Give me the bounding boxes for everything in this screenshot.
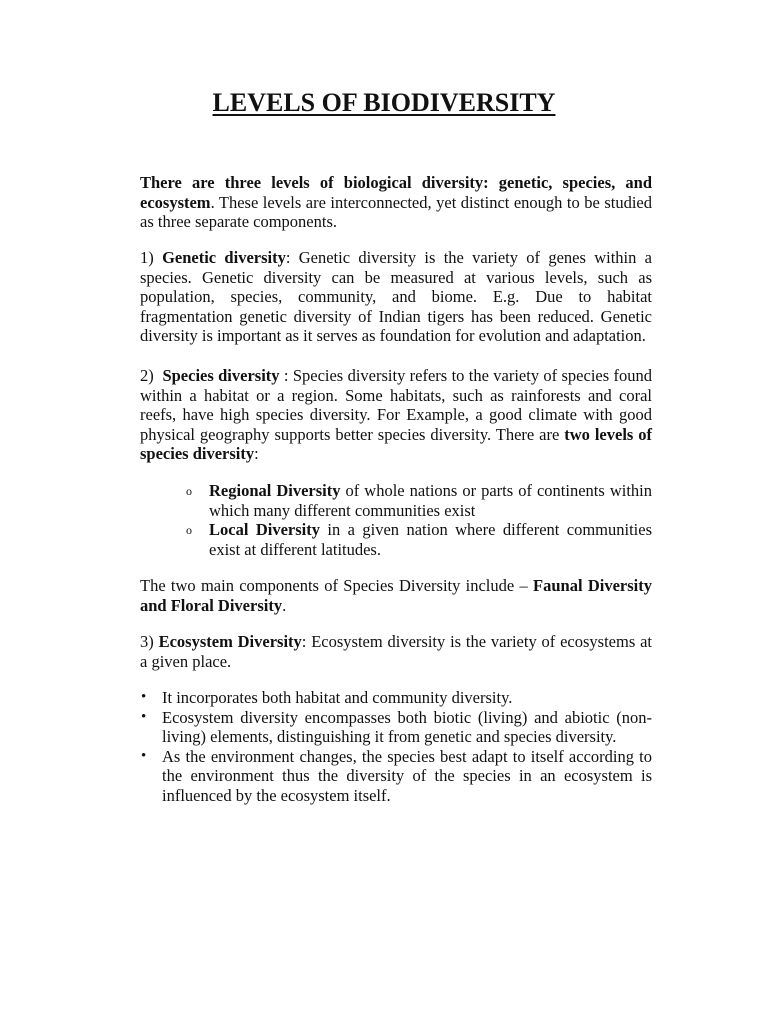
list-item-text: of whole nations or parts of continents within which many different communities exist: [209, 481, 652, 520]
ecosystem-number: 3): [140, 632, 159, 651]
genetic-diversity-paragraph: [140, 248, 652, 346]
circle-bullet-icon: o: [186, 484, 192, 498]
list-item-text: Ecosystem diversity encompasses both biotic (living) and abiotic (non-living) elements, distinguishing it from genetic and species diversity.: [162, 707, 652, 747]
genetic-heading: Genetic diversity: [162, 248, 286, 267]
list-item-heading: Regional Diversity: [209, 481, 341, 500]
intro-bold: There are three levels of biological diversity: genetic, species, and ecosystem: [140, 173, 652, 212]
species-bold-tail: two levels of species diversity: [140, 424, 652, 464]
list-item: [140, 520, 652, 559]
intro-paragraph: [140, 173, 652, 232]
intro-text: . These levels are interconnected, yet distinct enough to be studied as three separate components.: [140, 192, 652, 232]
components-bold: Faunal Diversity and Floral Diversity: [140, 576, 652, 615]
list-item-text: It incorporates both habitat and community diversity.: [162, 688, 513, 707]
species-heading: Species diversity: [162, 366, 280, 385]
list-item: [140, 481, 652, 520]
genetic-number: 1): [140, 248, 163, 267]
bullet-icon: •: [141, 708, 147, 725]
list-item-text: As the environment changes, the species best adapt to itself according to the environment thus the diversity of the species in an ecosystem is influenced by the ecosystem itself.: [162, 746, 652, 805]
ecosystem-heading: Ecosystem Diversity: [158, 632, 302, 651]
species-diversity-paragraph: [140, 366, 652, 464]
components-end: .: [282, 595, 287, 615]
circle-bullet-icon: o: [186, 523, 192, 538]
genetic-text: : Genetic diversity is the variety of genes within a species. Genetic diversity can be measured at various levels, such as population, species, community, and biome. E.g. Due to habitat fragmentation genetic diversity of Indian tigers has been reduced. Genetic diversity is important as it serves as foundation for evolution and adaptation.: [140, 248, 653, 346]
components-paragraph: [140, 576, 652, 615]
list-item: [140, 688, 652, 708]
ecosystem-text: : Ecosystem diversity is the variety of ecosystems at a given place.: [140, 632, 652, 671]
page-title-text: LEVELS OF BIODIVERSITY: [212, 88, 556, 117]
species-end: :: [254, 444, 259, 464]
list-item-heading: Local Diversity: [209, 520, 320, 540]
page-title: [0, 88, 768, 118]
bullet-icon: •: [141, 689, 147, 705]
list-item: [140, 708, 652, 747]
species-levels-list: [140, 481, 652, 559]
list-item: [140, 747, 652, 806]
components-text: The two main components of Species Diversity include –: [140, 576, 534, 595]
list-item-text: in a given nation where different communities exist at different latitudes.: [209, 520, 653, 559]
ecosystem-points-list: [140, 688, 652, 806]
bullet-icon: •: [141, 747, 147, 764]
species-number: 2): [140, 366, 163, 385]
species-text: : Species diversity refers to the variety of species found within a habitat or a region. Some habitats, such as rainforests and coral reefs, have high species diversity. For Example, a good climate with good physical geography supports better species diversity. There are: [140, 366, 653, 444]
ecosystem-diversity-paragraph: [140, 632, 652, 671]
